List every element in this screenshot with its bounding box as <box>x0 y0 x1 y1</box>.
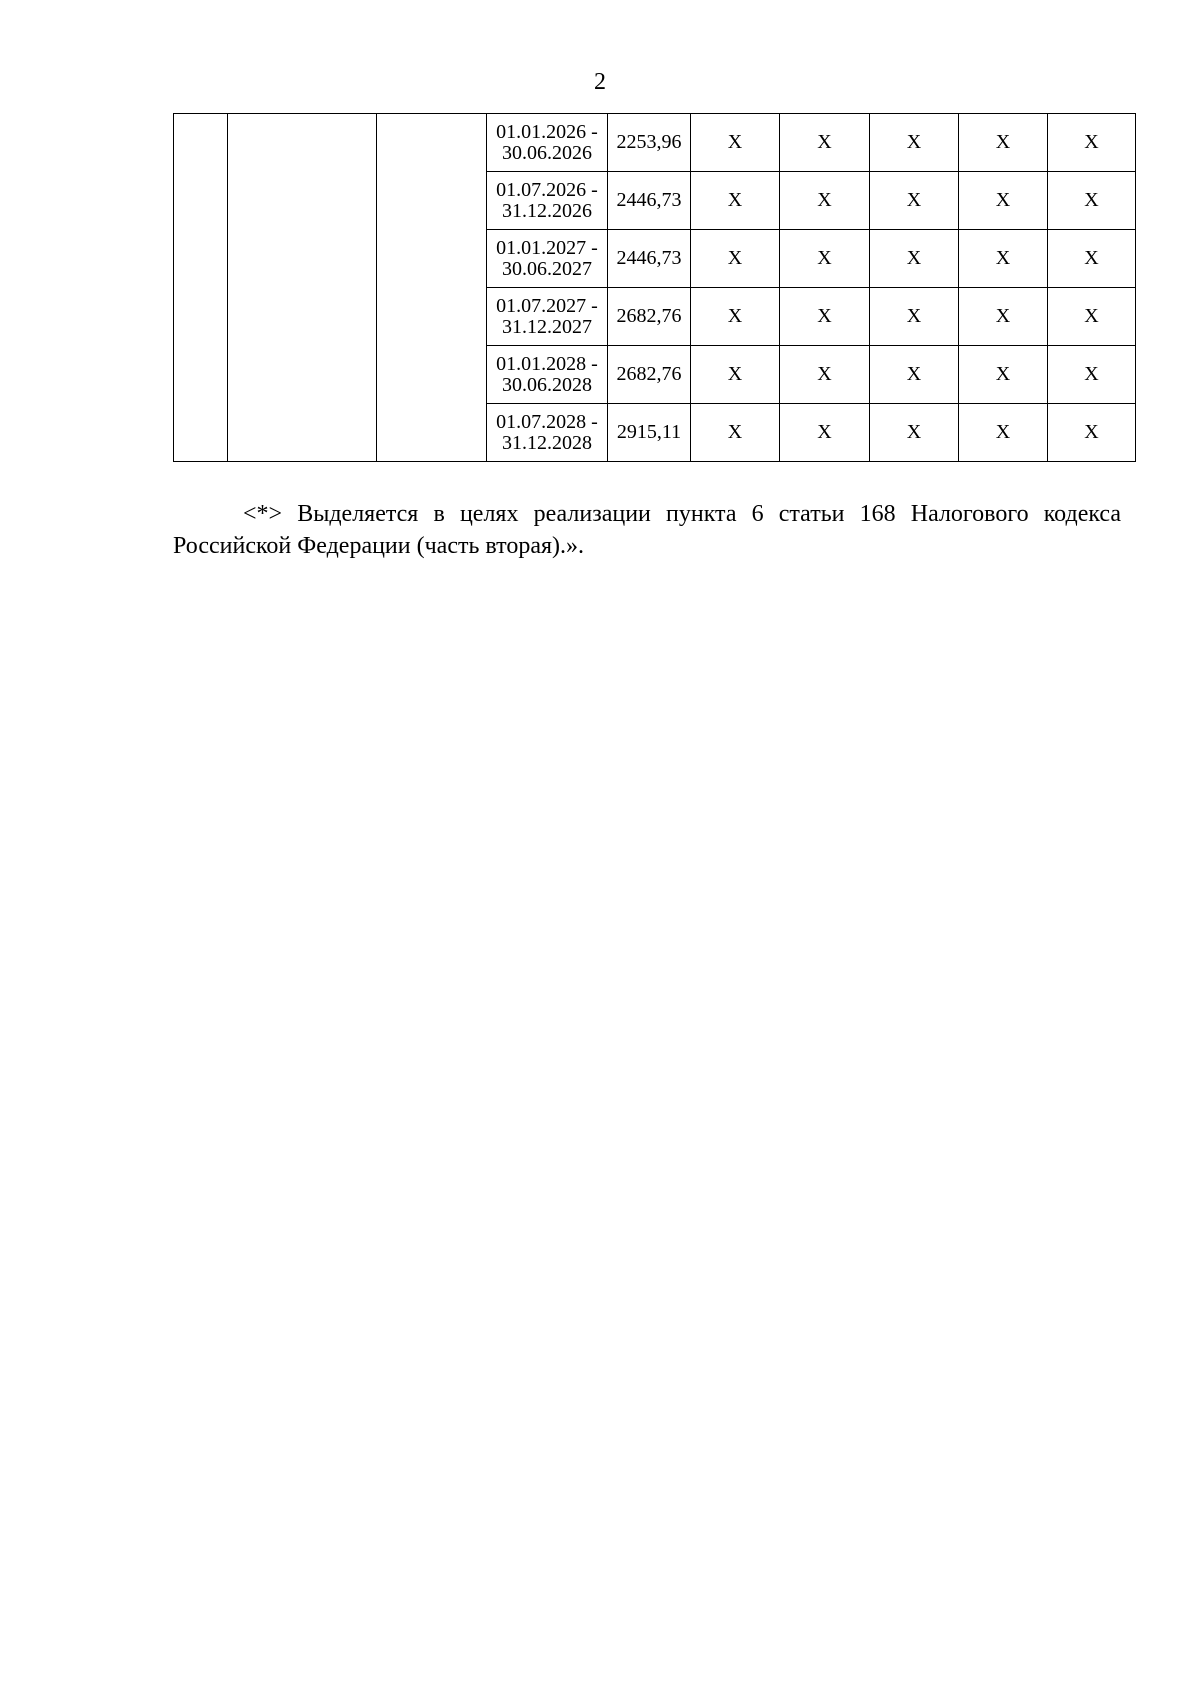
tariff-table <box>173 113 1136 462</box>
period-cell <box>487 172 608 230</box>
mark-cell: X <box>780 346 870 404</box>
mark-cell: X <box>959 346 1048 404</box>
period-end: 31.12.2026 <box>502 199 592 222</box>
mark-cell: X <box>780 172 870 230</box>
mark-cell: X <box>780 230 870 288</box>
mark-cell: X <box>1048 172 1136 230</box>
period-end: 30.06.2027 <box>502 257 592 280</box>
period-start: 01.07.2028 - <box>496 410 598 433</box>
mark-cell: X <box>780 404 870 462</box>
period-end: 30.06.2028 <box>502 373 592 396</box>
number-cell <box>174 114 228 462</box>
mark-cell: X <box>691 230 780 288</box>
period-cell <box>487 346 608 404</box>
period-end: 31.12.2027 <box>502 315 592 338</box>
mark-cell: X <box>870 230 959 288</box>
period-cell <box>487 114 608 172</box>
mark-cell: X <box>870 114 959 172</box>
unit-cell <box>377 114 487 462</box>
period-end: 31.12.2028 <box>502 431 592 454</box>
name-cell <box>228 114 377 462</box>
mark-cell: X <box>870 404 959 462</box>
mark-cell: X <box>1048 114 1136 172</box>
mark-cell: X <box>780 114 870 172</box>
mark-cell: X <box>870 172 959 230</box>
period-cell <box>487 404 608 462</box>
period-start: 01.01.2026 - <box>496 120 598 143</box>
footnote-text: <*> Выделяется в целях реализации пункта 6 статьи 168 Налогового кодекса Российской Федерации (часть вторая).». <box>173 501 1121 559</box>
mark-cell: X <box>691 404 780 462</box>
mark-cell: X <box>1048 288 1136 346</box>
footnote <box>173 498 1121 562</box>
mark-cell: X <box>959 172 1048 230</box>
page-number: 2 <box>594 69 606 95</box>
value-cell: 2682,76 <box>608 346 691 404</box>
table-row <box>174 114 1136 172</box>
mark-cell: X <box>1048 346 1136 404</box>
value-cell: 2915,11 <box>608 404 691 462</box>
period-end: 30.06.2026 <box>502 141 592 164</box>
mark-cell: X <box>959 230 1048 288</box>
mark-cell: X <box>959 404 1048 462</box>
mark-cell: X <box>870 346 959 404</box>
mark-cell: X <box>780 288 870 346</box>
period-start: 01.01.2028 - <box>496 352 598 375</box>
mark-cell: X <box>1048 404 1136 462</box>
mark-cell: X <box>959 288 1048 346</box>
table-body <box>174 114 1136 462</box>
value-cell: 2446,73 <box>608 172 691 230</box>
mark-cell: X <box>691 172 780 230</box>
value-cell: 2682,76 <box>608 288 691 346</box>
value-cell: 2446,73 <box>608 230 691 288</box>
mark-cell: X <box>691 288 780 346</box>
mark-cell: X <box>691 114 780 172</box>
mark-cell: X <box>959 114 1048 172</box>
mark-cell: X <box>1048 230 1136 288</box>
period-start: 01.07.2026 - <box>496 178 598 201</box>
value-cell: 2253,96 <box>608 114 691 172</box>
mark-cell: X <box>691 346 780 404</box>
mark-cell: X <box>870 288 959 346</box>
period-start: 01.07.2027 - <box>496 294 598 317</box>
period-start: 01.01.2027 - <box>496 236 598 259</box>
period-cell <box>487 288 608 346</box>
period-cell <box>487 230 608 288</box>
